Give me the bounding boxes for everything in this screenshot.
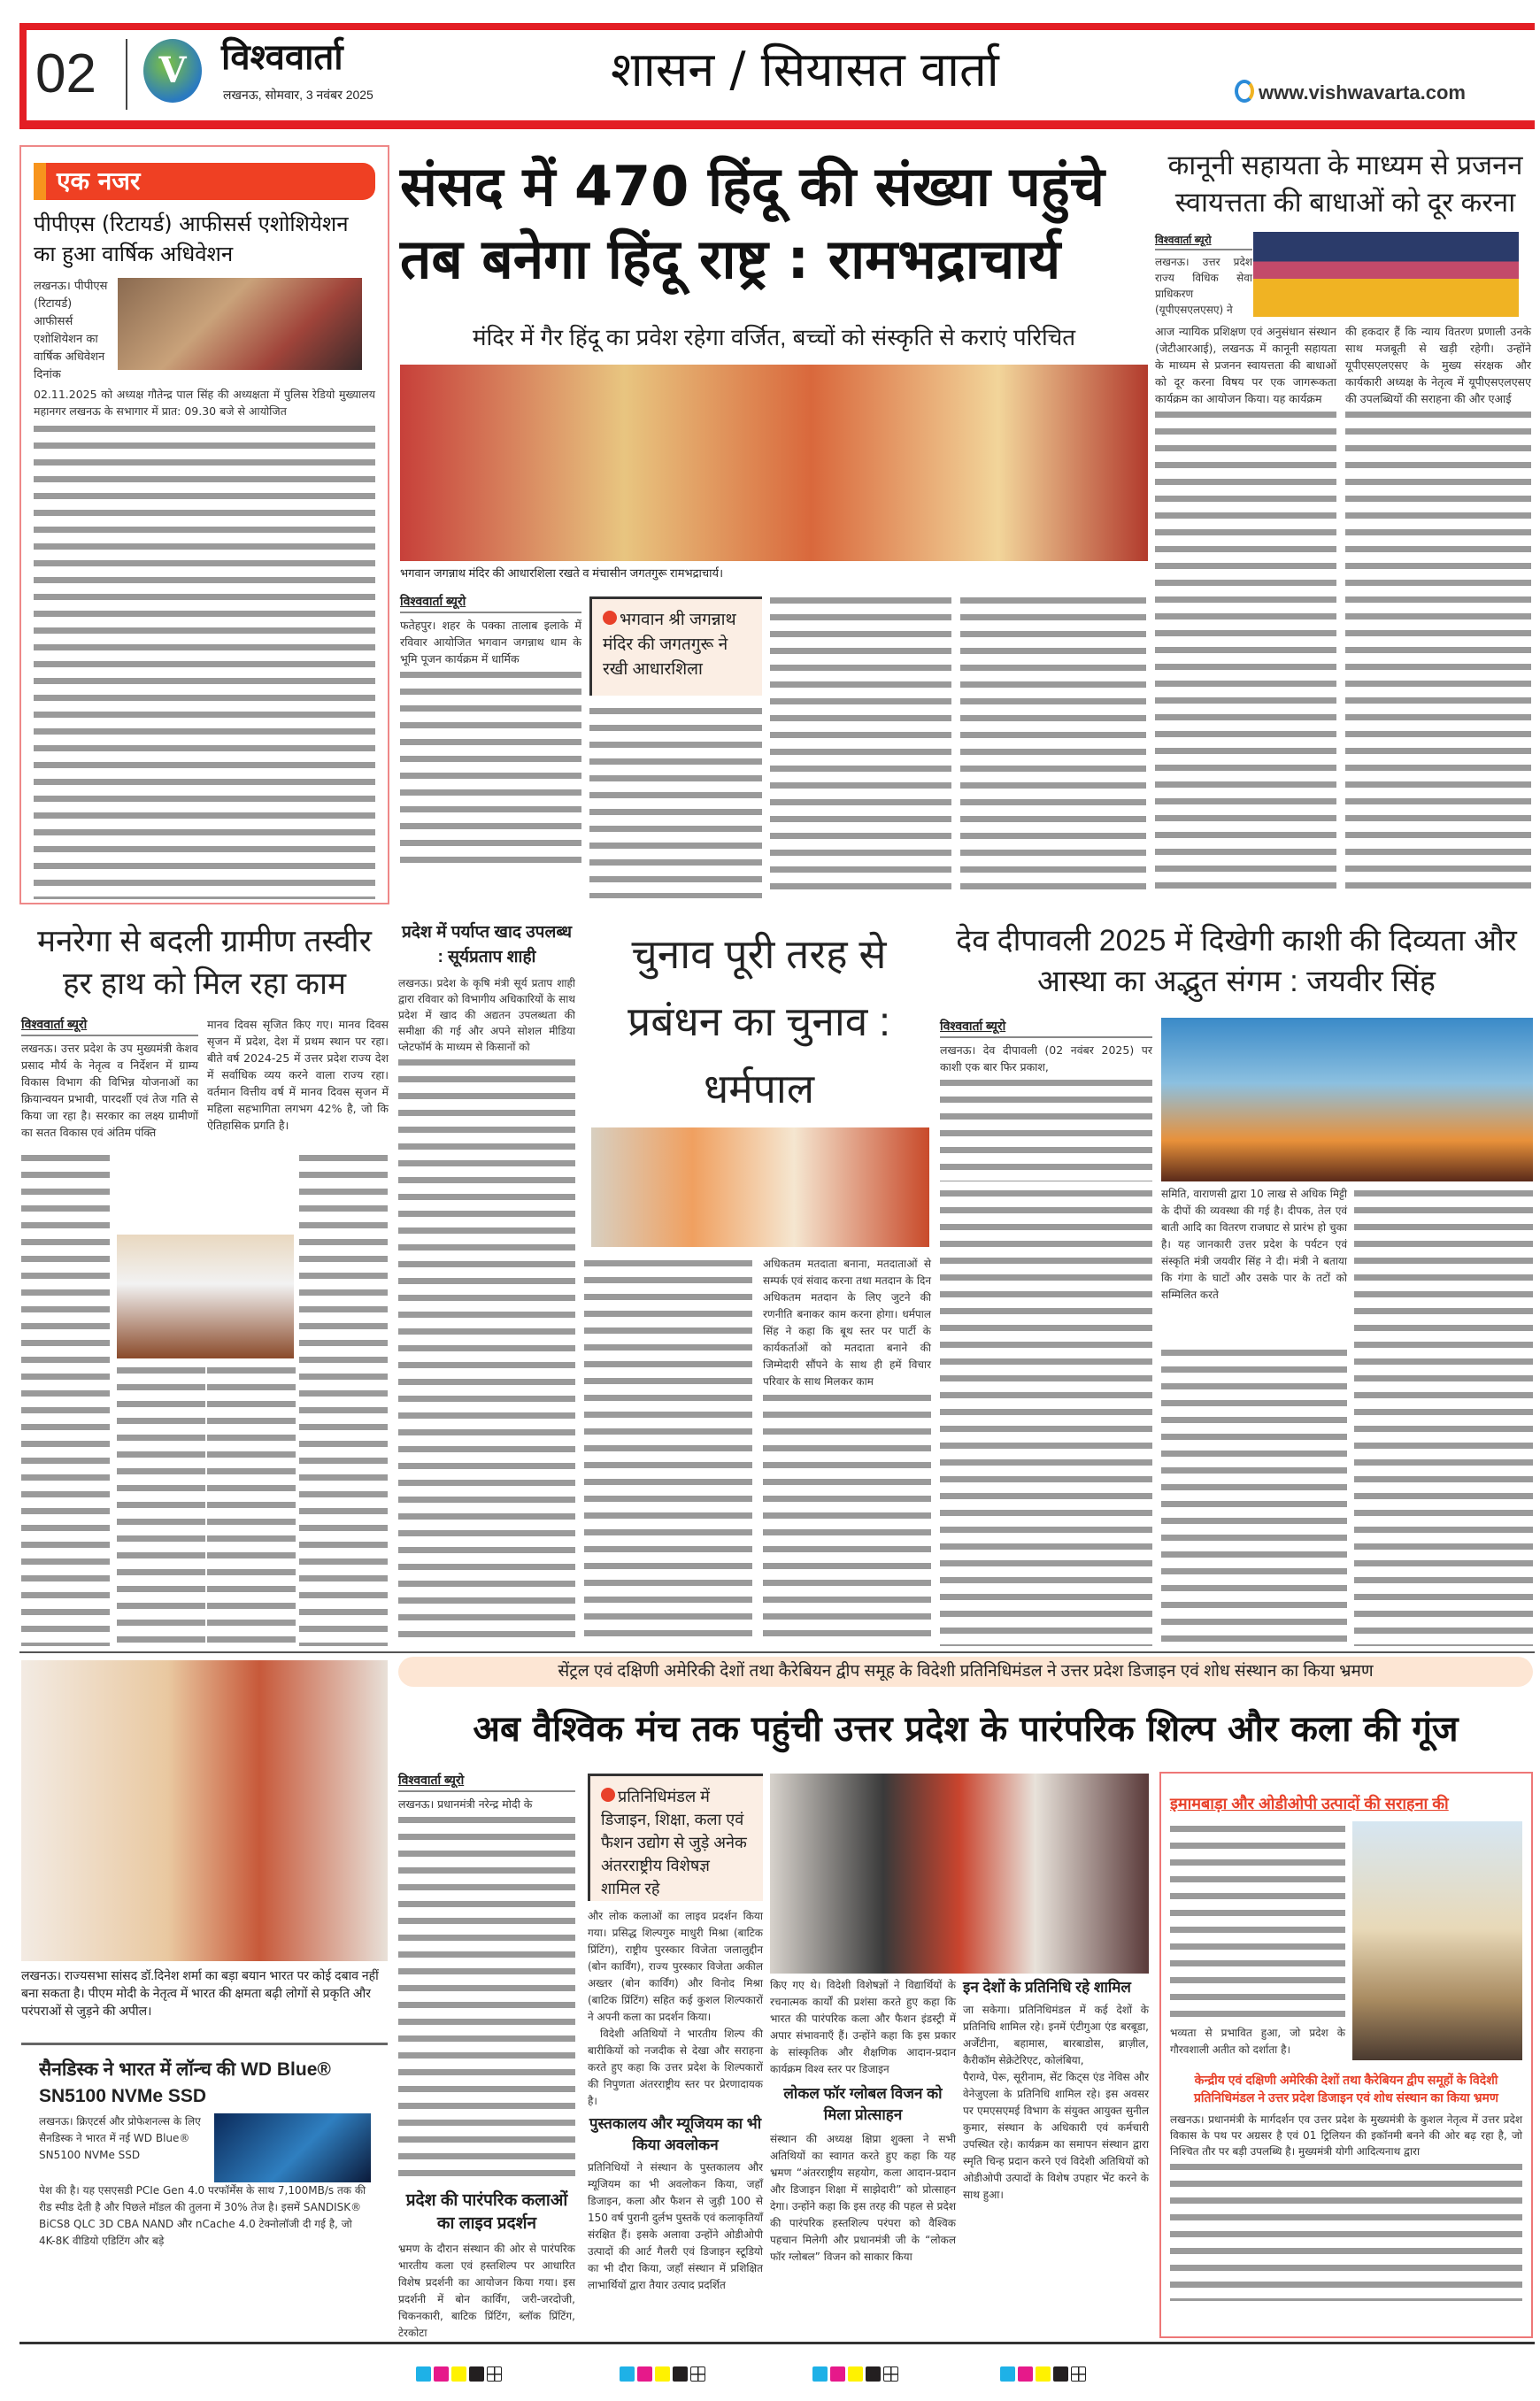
imambara-body-2: लखनऊ। प्रधानमंत्री के मार्गदर्शन एव उत्तर प्रदेश के मुख्यमंत्री के कुशल नेतृत्व में उत्तर प्रदेश विकास के पथ पर अग्रसर है एवं 01 ट्रिलियन की इकॉनमी बनने की ओर बढ़ रहा है, जो निश्चित तौर पर बड़ी उपलब्धि है। मुख्यमंत्री योगी आदित्यनाथ द्वारा — [1170, 2113, 1522, 2158]
sandisk-body: पेश की है। यह एसएसडी PCIe Gen 4.0 परफॉर्मेंस के साथ 7,100MB/s तक की रीड स्पीड देती है और पिछले मॉडल की तुलना में 30% तेज है। इसमें SANDISK® BiCS8 QLC 3D CBA NAND और nCache 4.0 टेक्नोलॉजी दी गई है, जो 4K-8K वीडियो एडिटिंग और बड़े — [39, 2184, 366, 2247]
deepawali-headline: देव दीपावली 2025 में दिखेगी काशी की दिव्यता और आस्था का अद्भुत संगम : जयवीर सिंह — [956, 924, 1517, 998]
bullet-icon — [603, 611, 617, 625]
color-swatch — [830, 2366, 845, 2382]
paper-name: विश्ववार्ता — [221, 37, 343, 78]
color-swatch — [673, 2366, 688, 2382]
main-pull-quote: भगवान श्री जगन्नाथ मंदिर की जगतगुरू ने रखी आधारशिला — [589, 596, 762, 696]
main-headline-line-2: तब बनेगा हिंदू राष्ट्र : रामभद्राचार्य — [400, 227, 1061, 291]
color-swatch — [812, 2366, 828, 2382]
section-title: शासन / सियासत वार्ता — [611, 42, 999, 97]
legal-body-1: आज न्यायिक प्रशिक्षण एवं अनुसंधान संस्थान (जेटीआरआई), लखनऊ में कानूनी सहायता के माध्यम से प्रजनन स्वायत्तता की बाधाओं को दूर करना विषय पर एक जागरूकता कार्यक्रम का आयोजन किया। यह कार्यक्रम — [1155, 325, 1336, 405]
chunav-body: अधिकतम मतदाता बनाना, मतदाताओं से सम्पर्क एवं संवाद करना तथा मतदान के दिन अधिकतम मतदान के लिए जुटने की रणनीति बनाकर काम करना होगा। धर्मपाल सिंह ने कहा कि बूथ स्तर पर पार्टी के कार्यकर्ताओं को मतदाता बनाने की जिम्मेदारी सौंपने के साथ ही हमें विचार परिवार के साथ मिलकर काम — [763, 1258, 931, 1388]
manrega-photo — [117, 1235, 294, 1358]
legal-byline: विश्ववार्ता ब्यूरो — [1155, 232, 1252, 250]
khad-column — [398, 920, 575, 1646]
imambara-red-head: केन्द्रीय एवं दक्षिणी अमेरिकी देशों तथा कैरेबियन द्वीप समूहों के विदेशी प्रतिनिधिमंडल ने उत्तर प्रदेश डिजाइन एवं शोध संस्थान का किया भ्रमण — [1193, 2073, 1499, 2105]
craft-subhead-countries: इन देशों के प्रतिनिधि रहे शामिल — [963, 1979, 1131, 1996]
main-headline-line-1: संसद में 470 हिंदू की संख्या पहुंचे — [400, 154, 1105, 219]
craft-body-6: संस्थान की अध्यक्ष क्षिप्रा शुक्ला ने सभी अतिथियों का स्वागत करते हुए कहा कि यह भ्रमण “अंतरराष्ट्रीय सहयोग, कला आदान-प्रदान और डिजाइन शिक्षा में साझेदारी” को प्रोत्साहन देगा। उन्होंने कहा कि इस तरह की पहल से प्रदेश की पारंपरिक हस्तशिल्प परंपरा को वैश्विक पहचान मिलेगी और प्रधानमंत्री जी के “लोकल फॉर ग्लोबल” विजन को साकार किया — [770, 2133, 956, 2263]
footer-rule — [19, 2342, 1535, 2344]
main-lead: फतेहपुर। शहर के पक्का तालाब इलाके में रविवार आयोजित भगवान जगन्नाथ धाम के भूमि पूजन कार्यक्रम में धार्मिक — [400, 619, 581, 666]
registration-mark — [812, 2366, 898, 2382]
color-swatch — [416, 2366, 431, 2382]
color-swatch — [866, 2366, 881, 2382]
logo-icon: V — [143, 39, 202, 103]
imambara-photo — [1352, 1821, 1522, 2060]
craft-pull-quote: प्रतिनिधिमंडल में डिजाइन, शिक्षा, कला एवं फैशन उद्योग से जुड़े अनेक अंतरराष्ट्रीय विशेषज्ञ शामिल रहे — [588, 1774, 763, 1901]
registration-mark — [1000, 2366, 1086, 2382]
sandisk-photo — [214, 2113, 371, 2182]
main-caption: भगवान जगन्नाथ मंदिर की आधारशिला रखते व मंचासीन जगतगुरू रामभद्राचार्य। — [400, 566, 723, 580]
deepawali-photo — [1161, 1018, 1533, 1181]
sandisk-story — [39, 2057, 372, 2338]
divider — [126, 39, 127, 110]
craft-body-3: प्रतिनिधियों ने संस्थान के पुस्तकालय और म्यूजियम का भी अवलोकन किया, जहाँ डिजाइन, कला और फैशन से जुड़ी 100 से 150 वर्ष पुरानी दुर्लभ पुस्तकें एवं कलाकृतियाँ संरक्षित हैं। इसके अलावा उन्होंने ओडीओपी उत्पादों की आर्ट गैलरी एवं डिजाइन स्टूडियो का भी दौरा किया, जहाँ संस्थान में प्रशिक्षित लाभार्थियों द्वारा तैयार उत्पाद प्रदर्शित — [588, 2161, 763, 2291]
khad-headline: प्रदेश में पर्याप्त खाद उपलब्ध : सूर्यप्रताप शाही — [401, 923, 572, 966]
main-byline: विश्ववार्ता ब्यूरो — [400, 593, 581, 613]
manrega-body-1: लखनऊ। उत्तर प्रदेश के उप मुख्यमंत्री केशव प्रसाद मौर्य के नेतृत्व व निर्देशन में ग्राम्य विकास विभाग की विभिन्न योजनाओं का क्रियान्वयन प्रभावी, पारदर्शी एवं तेज गति से किया जा रहा है। सरकार का लक्ष्य ग्रामीणों का सतत विकास एवं अंतिम पंक्ति — [21, 1042, 198, 1139]
craft-body-8: पैराग्वे, पेरू, सूरीनाम, सेंट किट्स एंड नेविस और वेनेजुएला के प्रतिनिधि शामिल रहे। इस अवसर पर एमएसएमई विभाग के संयुक्त आयुक्त सुनील कुमार, संस्थान के अधिकारी एवं कर्मचारी उपस्थित रहे। कार्यक्रम का समापन संस्थान द्वारा स्मृति चिन्ह प्रदान करने एवं विदेशी अतिथियों को ओडीओपी उत्पादों के विशेष उपहार भेंट करने के साथ हुआ। — [963, 2071, 1149, 2201]
website-link[interactable]: www.vishwavarta.com — [1259, 81, 1466, 104]
main-photo — [400, 365, 1148, 561]
ek-nazar-box — [19, 145, 389, 904]
sandisk-lead: लखनऊ। क्रिएटर्स और प्रोफेशनल्स के लिए सैनडिस्क ने भारत में नई WD Blue® SN5100 NVMe SSD — [39, 2115, 201, 2161]
craft-strap: सेंट्रल एवं दक्षिणी अमेरिकी देशों तथा कैरेबियन द्वीप समूह के विदेशी प्रतिनिधिमंडल ने उत्तर प्रदेश डिजाइन एवं शोध संस्थान का किया भ्रमण — [398, 1657, 1533, 1687]
main-headline — [400, 150, 1148, 296]
dateline: लखनऊ, सोमवार, 3 नवंबर 2025 — [223, 88, 373, 102]
craft-body-5: किए गए थे। विदेशी विशेषज्ञों ने विद्यार्थियों के रचनात्मक कार्यों की प्रशंसा करते हुए कहा कि भारत की पारंपरिक कला और फैशन इंडस्ट्री में अपार संभावनाएँ हैं। उन्होंने कहा कि इस प्रकार के सांस्कृतिक और शैक्षणिक आदान-प्रदान कार्यक्रम विश्व स्तर पर डिजाइन — [770, 1979, 956, 2075]
ek-nazar-headline: पीपीएस (रिटायर्ड) आफीसर्स एशोशियेशन का हुआ वार्षिक अधिवेशन — [34, 212, 349, 266]
craft-lead: लखनऊ। प्रधानमंत्री नरेन्द्र मोदी के — [398, 1797, 533, 1811]
bullet-icon — [601, 1788, 615, 1802]
registration-mark — [620, 2366, 705, 2382]
color-swatch — [620, 2366, 635, 2382]
color-swatch — [434, 2366, 449, 2382]
crosshair-icon — [487, 2366, 502, 2382]
craft-body-1: और लोक कलाओं का लाइव प्रदर्शन किया गया। प्रसिद्ध शिल्पगुरु माधुरी मिश्रा (बाटिक प्रिंटिंग), राष्ट्रीय पुरस्कार विजेता जलालुद्दीन (बोन कार्विंग), राज्य पुरस्कार विजेता अकील अख्तर (बोन कार्विंग) और विनोद मिश्रा (बाटिक प्रिंटिंग) सहित कई कुशल शिल्पकारों ने अपनी कला का प्रदर्शन किया। — [588, 1910, 763, 2023]
deepawali-byline: विश्ववार्ता ब्यूरो — [940, 1018, 1152, 1038]
ek-nazar-body: 02.11.2025 को अध्यक्ष गौतेन्द्र पाल सिंह की अध्यक्षता में पुलिस रेडियो मुख्यालय महानगर लखनऊ के सभागार में प्रात: 09.30 बजे से आयोजित — [34, 388, 375, 418]
legal-lead: लखनऊ। उत्तर प्रदेश राज्य विधिक सेवा प्राधिकरण (यूपीएसएलएसए) ने — [1155, 256, 1252, 316]
khad-body: लखनऊ। प्रदेश के कृषि मंत्री सूर्य प्रताप शाही द्वारा रविवार को विभागीय अधिकारियों के साथ प्रदेश में खाद की अद्यतन उपलब्धता की समीक्षा की गई और अपने सोशल मीडिया प्लेटफॉर्म के माध्यम से किसानों को — [398, 977, 575, 1053]
craft-photo — [770, 1774, 1149, 1974]
color-swatch — [1053, 2366, 1068, 2382]
legal-photo — [1253, 232, 1519, 317]
deepawali-lead: लखनऊ। देव दीपावली (02 नवंबर 2025) पर काशी एक बार फिर प्रकाश, — [940, 1043, 1152, 1074]
manrega-byline: विश्ववार्ता ब्यूरो — [21, 1016, 198, 1036]
craft-subhead-live: प्रदेश की पारंपरिक कलाओं का लाइव प्रदर्शन — [405, 2191, 568, 2233]
color-swatch — [1000, 2366, 1015, 2382]
color-swatch — [1036, 2366, 1051, 2382]
color-swatch — [469, 2366, 484, 2382]
crosshair-icon — [1071, 2366, 1086, 2382]
ek-nazar-banner: एक नजर — [34, 163, 375, 200]
color-swatch — [655, 2366, 670, 2382]
color-swatch — [637, 2366, 652, 2382]
chunav-headline: चुनाव पूरी तरह से प्रबंधन का चुनाव : धर्मपाल — [628, 931, 890, 1112]
crosshair-icon — [690, 2366, 705, 2382]
chunav-photo — [591, 1127, 929, 1247]
craft-body-7: जा सकेगा। प्रतिनिधिमंडल में कई देशों के प्रतिनिधि शामिल रहे। इनमें एंटीगुआ एंड बरबूडा, अर्जेंटीना, बहामास, बारबाडोस, ब्राज़ील, कैरीकॉम सेक्रेटेरिएट, कोलंबिया, — [963, 2004, 1149, 2066]
craft-headline: अब वैश्विक मंच तक पहुंची उत्तर प्रदेश के पारंपरिक शिल्प और कला की गूंज — [473, 1709, 1459, 1750]
legal-body-2: की हकदार हैं कि न्याय वितरण प्रणाली उनके साथ मजबूती से खड़ी रहेगी। उन्होंने यूपीएसएलएसए के मुख्य संरक्षक और कार्यकारी अध्यक्ष के नेतृत्व में यूपीएसएलएसए की उपलब्धियों की सराहना की और एआई — [1345, 325, 1531, 405]
craft-body-4: भ्रमण के दौरान संस्थान की ओर से पारंपरिक भारतीय कला एवं हस्तशिल्प पर आधारित विशेष प्रदर्शनी का आयोजन किया गया। इस प्रदर्शनी में बोन कार्विंग, जरी-जरदोजी, चिकनकारी, बाटिक प्रिंटिंग, ब्लॉक प्रिंटिंग, टेरकोटा — [398, 2243, 575, 2339]
main-subhead: मंदिर में गैर हिंदू का प्रवेश रहेगा वर्जित, बच्चों को संस्कृति से कराएं परिचित — [472, 324, 1076, 350]
web-icon — [1235, 80, 1254, 103]
ek-nazar-photo — [118, 278, 362, 370]
color-swatch — [451, 2366, 466, 2382]
crosshair-icon — [883, 2366, 898, 2382]
color-swatch — [848, 2366, 863, 2382]
imambara-box — [1159, 1772, 1533, 2338]
craft-subhead-library: पुस्तकालय और म्यूजियम का भी किया अवलोकन — [589, 2115, 762, 2153]
dinesh-sharma-caption: लखनऊ। राज्यसभा सांसद डॉ.दिनेश शर्मा का बड़ा बयान भारत पर कोई दबाव नहीं बना सकता है। पीएम मोदी के नेतृत्व में भारत की क्षमता बढ़ी लोगों से प्रकृति और परंपराओं से जुड़ने की अपील। — [21, 1968, 379, 2018]
craft-subhead-local: लोकल फॉर ग्लोबल विजन को मिला प्रोत्साहन — [783, 2085, 943, 2123]
craft-byline: विश्ववार्ता ब्यूरो — [398, 1772, 575, 1792]
masthead-rule — [19, 120, 1535, 129]
registration-mark — [416, 2366, 502, 2382]
divider — [21, 2043, 388, 2045]
color-swatch — [1018, 2366, 1033, 2382]
chunav-story — [584, 920, 934, 1646]
dinesh-sharma-photo — [21, 1660, 388, 1961]
deepawali-body: समिति, वाराणसी द्वारा 10 लाख से अधिक मिट्टी के दीपों की व्यवस्था की गई है। दीपक, तेल एवं बाती आदि का वितरण राजघाट से प्रारंभ हो चुका है। यह जानकारी उत्तर प्रदेश के पर्यटन एवं संस्कृति मंत्री जयवीर सिंह ने दी। मंत्री ने बताया कि गंगा के घाटों और उसके पार के तटों को सम्मिलित करते — [1161, 1188, 1347, 1301]
legal-headline: कानूनी सहायता के माध्यम से प्रजनन स्वायत्तता की बाधाओं को दूर करना — [1167, 150, 1523, 218]
manrega-headline: मनरेगा से बदली ग्रामीण तस्वीर हर हाथ को मिल रहा काम — [37, 924, 372, 1001]
section-rule — [19, 1651, 1535, 1653]
sandisk-headline: सैनडिस्क ने भारत में लॉन्च की WD Blue® SN5100 NVMe SSD — [39, 2059, 331, 2106]
ek-nazar-lead: लखनऊ। पीपीएस (रिटायर्ड) आफीसर्स एशोशियेशन का वार्षिक अधिवेशन दिनांक — [34, 280, 108, 381]
imambara-body-1: भव्यता से प्रभावित हुआ, जो प्रदेश के गौरवशाली अतीत को दर्शाता है। — [1170, 2027, 1345, 2056]
imambara-headline: इमामबाड़ा और ओडीओपी उत्पादों की सराहना की — [1170, 1795, 1449, 1812]
page-number: 02 — [35, 43, 96, 104]
manrega-body-2: मानव दिवस सृजित किए गए। मानव दिवस सृजन में प्रदेश, देश में प्रथम स्थान पर रहा। बीते वर्ष 2024-25 में उत्तर प्रदेश राज्य देश में सर्वाधिक व्यय करने वाला राज्य रहा। वर्तमान वित्तीय वर्ष में मानव दिवस सृजन में महिला सहभागिता लगभग 42% है, जो कि ऐतिहासिक प्रगति है। — [207, 1018, 389, 1132]
craft-body-2: विदेशी अतिथियों ने भारतीय शिल्प की बारीकियों को नजदीक से देखा और सराहना करते हुए कहा कि उत्तर प्रदेश के शिल्पकारों की निपुणता अंतरराष्ट्रीय स्तर पर प्रेरणादायक है। — [588, 2028, 763, 2107]
